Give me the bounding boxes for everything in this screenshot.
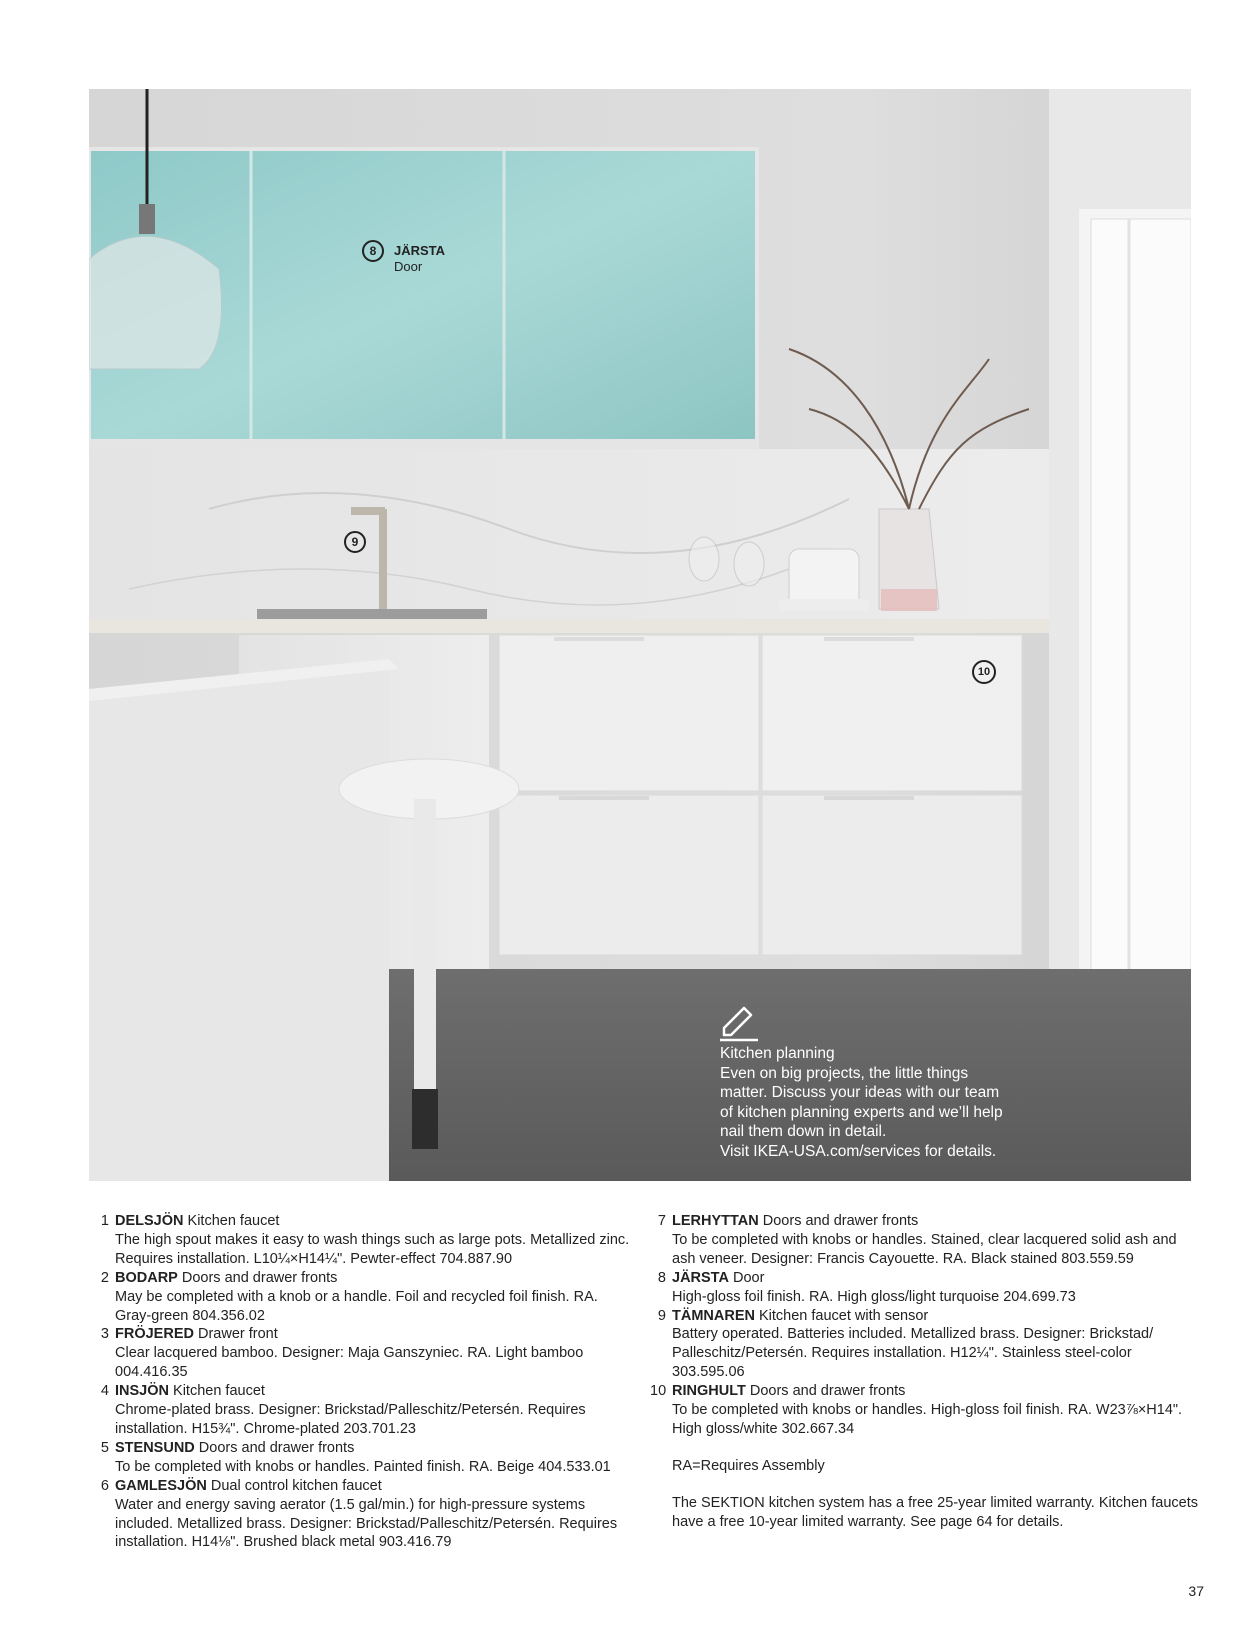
product-type: Kitchen faucet xyxy=(187,1213,280,1229)
product-desc: Clear lacquered bamboo. Designer: Maja Ganszyniec. RA. Light bamboo xyxy=(115,1345,584,1362)
item-number: 10 xyxy=(650,1383,667,1400)
tip-line: of kitchen planning experts and we’ll help xyxy=(720,1103,1003,1121)
product-item xyxy=(93,1382,653,1439)
product-item xyxy=(650,1307,1210,1383)
tip-line: matter. Discuss your ideas with our team xyxy=(720,1084,1000,1101)
product-desc: To be completed with knobs or handles. Stained, clear lacquered solid ash and xyxy=(672,1231,1177,1248)
callout-8-label xyxy=(394,243,445,275)
product-desc: installation. H14⅛". Brushed black metal 903.416.79 xyxy=(115,1534,452,1551)
product-item xyxy=(93,1477,653,1553)
tip-line: nail them down in detail. xyxy=(720,1123,887,1140)
product-desc: Requires installation. L10¼×H14¼". Pewter-effect 704.887.90 xyxy=(115,1250,513,1267)
product-desc: Palleschitz/Petersén. Requires installation. H12¼". Stainless steel-color xyxy=(672,1345,1132,1362)
ra-note-text: RA=Requires Assembly xyxy=(672,1457,825,1474)
product-type: Drawer front xyxy=(198,1326,278,1343)
warranty-note xyxy=(650,1494,1210,1532)
product-name: TÄMNAREN xyxy=(672,1307,755,1324)
product-desc: High-gloss foil finish. RA. High gloss/light turquoise 204.699.73 xyxy=(672,1288,1076,1305)
callout-8-desc: Door xyxy=(394,259,423,274)
product-type: Doors and drawer fronts xyxy=(762,1213,919,1229)
product-name: STENSUND xyxy=(115,1439,195,1456)
product-type: Doors and drawer fronts xyxy=(198,1439,355,1456)
callout-8-name: JÄRSTA xyxy=(394,243,446,258)
product-desc: To be completed with knobs or handles. High-gloss foil finish. RA. W23⅞×H14". xyxy=(672,1402,1183,1419)
product-list-right xyxy=(650,1212,1210,1532)
product-type: Doors and drawer fronts xyxy=(749,1383,906,1400)
ra-note xyxy=(650,1457,1210,1476)
product-name: RINGHULT xyxy=(672,1383,746,1400)
tip-title: Kitchen planning xyxy=(720,1045,835,1062)
product-desc: High gloss/white 302.667.34 xyxy=(672,1420,855,1437)
product-desc: 303.595.06 xyxy=(672,1364,745,1381)
product-name: BODARP xyxy=(115,1269,178,1286)
warranty-text: have a free 10-year limited warranty. See page 64 for details. xyxy=(672,1513,1064,1530)
product-desc: The high spout makes it easy to wash things such as large pots. Metallized zinc. xyxy=(115,1231,630,1248)
product-desc: 004.416.35 xyxy=(115,1364,188,1381)
item-number: 4 xyxy=(100,1383,109,1400)
product-item xyxy=(93,1269,653,1326)
product-type: Doors and drawer fronts xyxy=(181,1269,338,1286)
item-number: 7 xyxy=(657,1213,666,1229)
product-desc: installation. H15¾". Chrome-plated 203.701.23 xyxy=(115,1420,416,1437)
callout-8-marker: 8 xyxy=(362,240,384,262)
product-item xyxy=(650,1382,1210,1439)
warranty-text: The SEKTION kitchen system has a free 25-year limited warranty. Kitchen faucets xyxy=(672,1494,1198,1511)
callout-9-marker: 9 xyxy=(344,531,366,553)
product-list-left xyxy=(93,1212,653,1552)
product-desc: ash veneer. Designer: Francis Cayouette. RA. Black stained 803.559.59 xyxy=(672,1250,1134,1267)
product-item xyxy=(93,1212,653,1269)
product-item xyxy=(650,1212,1210,1269)
product-type: Kitchen faucet with sensor xyxy=(759,1307,929,1324)
product-item xyxy=(650,1269,1210,1307)
product-desc: Chrome-plated brass. Designer: Brickstad/Palleschitz/Petersén. Requires xyxy=(115,1402,586,1419)
page-number: 37 xyxy=(1188,1583,1204,1599)
item-number: 9 xyxy=(657,1307,666,1324)
callout-10-marker: 10 xyxy=(972,660,996,684)
product-name: FRÖJERED xyxy=(115,1326,194,1343)
product-desc: May be completed with a knob or a handle. Foil and recycled foil finish. RA. xyxy=(115,1288,598,1305)
product-name: DELSJÖN xyxy=(115,1213,184,1229)
tip-line: Even on big projects, the little things xyxy=(720,1064,969,1082)
product-name: LERHYTTAN xyxy=(672,1213,759,1229)
product-name: INSJÖN xyxy=(115,1383,169,1400)
tip-line: Visit IKEA-USA.com/services for details. xyxy=(720,1142,997,1160)
product-desc: Water and energy saving aerator (1.5 gal/min.) for high-pressure systems xyxy=(115,1496,586,1513)
product-type: Door xyxy=(732,1269,765,1286)
product-desc: included. Metallized brass. Designer: Brickstad/Palleschitz/Petersén. Requires xyxy=(115,1515,618,1532)
item-number: 8 xyxy=(657,1269,666,1286)
product-desc: Battery operated. Batteries included. Metallized brass. Designer: Brickstad/ xyxy=(672,1326,1154,1343)
pencil-icon xyxy=(718,1000,760,1042)
product-type: Dual control kitchen faucet xyxy=(210,1477,382,1494)
item-number: 6 xyxy=(100,1477,109,1494)
product-item xyxy=(93,1325,653,1382)
kitchen-planning-tip xyxy=(720,1000,1050,1161)
item-number: 5 xyxy=(100,1439,109,1456)
product-name: GAMLESJÖN xyxy=(115,1477,207,1494)
item-number: 1 xyxy=(100,1213,109,1229)
item-number: 2 xyxy=(100,1269,109,1286)
product-item xyxy=(93,1439,653,1477)
item-number: 3 xyxy=(100,1326,109,1343)
product-desc: To be completed with knobs or handles. Painted finish. RA. Beige 404.533.01 xyxy=(115,1458,611,1475)
product-desc: Gray-green 804.356.02 xyxy=(115,1307,265,1324)
product-name: JÄRSTA xyxy=(672,1269,729,1286)
product-type: Kitchen faucet xyxy=(173,1383,265,1400)
